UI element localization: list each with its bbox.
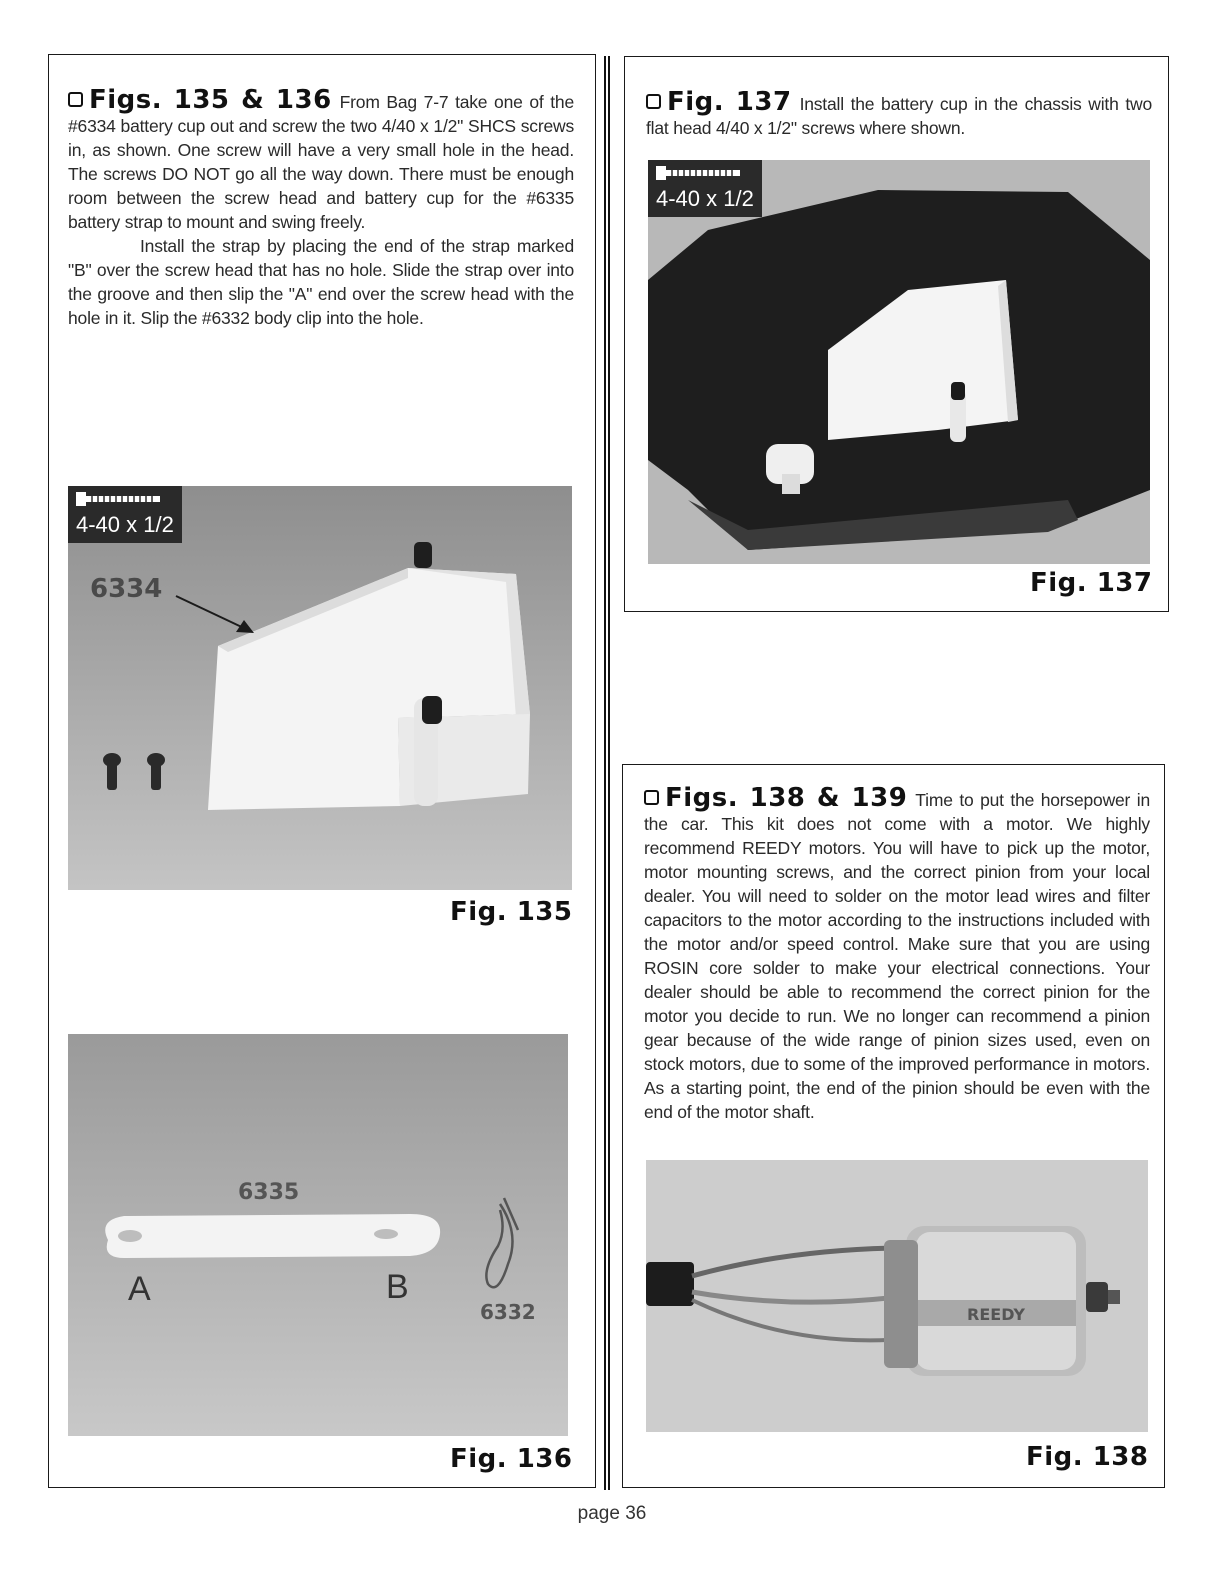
- instructions-138-139: [644, 783, 1150, 1124]
- step-checkbox-138[interactable]: [644, 790, 659, 805]
- screw-size-tag-137: [648, 160, 762, 217]
- fig-136-photo: [68, 1034, 568, 1436]
- para-135-2: Install the strap by placing the end of the strap marked "B" over the screw head that has no hole. Slide the strap over into the groove and then slip the "A" end over the screw head with the hole in it. Slip the #6332 body clip into the hole.: [68, 236, 574, 328]
- screw-size-tag-135: [68, 486, 182, 543]
- fig-135-caption: Fig. 135: [450, 897, 573, 927]
- step-heading-137: Fig. 137: [667, 87, 792, 117]
- battery-strap-image: [68, 1034, 568, 1436]
- motor-brand-text: REEDY: [967, 1305, 1025, 1324]
- screw-icon: [656, 166, 742, 180]
- strap-end-b-label: B: [386, 1268, 409, 1306]
- battery-cup-image: [68, 486, 572, 890]
- screw-size-label-135: 4-40 x 1/2: [76, 512, 174, 537]
- fig-135-photo: [68, 486, 572, 890]
- fig-136-caption: Fig. 136: [450, 1444, 573, 1474]
- chassis-image: [648, 160, 1150, 564]
- screw-size-label-137: 4-40 x 1/2: [656, 186, 754, 211]
- fig-138-photo: [646, 1160, 1148, 1432]
- screw-icon: [76, 492, 162, 506]
- fig-138-caption: Fig. 138: [1026, 1442, 1149, 1472]
- instructions-135-136: [68, 85, 575, 330]
- para-137: Install the battery cup in the chassis with two flat head 4/40 x 1/2" screws where shown.: [646, 94, 1152, 138]
- step-checkbox-137[interactable]: [646, 94, 661, 109]
- step-heading-138: Figs. 138 & 139: [665, 783, 908, 813]
- step-checkbox-135[interactable]: [68, 92, 83, 107]
- motor-image: [646, 1160, 1148, 1432]
- para-138: Time to put the horsepower in the car. This kit does not come with a motor. We highly recommend REEDY motors. You will have to pick up the motor, motor mounting screws, and the correct pinion from your local dealer. You will need to solder on the motor lead wires and filter capacitors to the motor according to the instructions included with the motor and/or speed control. Make sure that you are using ROSIN core solder to make your electrical connections. Your dealer should be able to recommend the correct pinion for the motor you decide to run. We no longer can recommend a pinion gear because of the wide range of pinion sizes used, even on stock motors, due to some of the improved performance in motors. As a starting point, the end of the pinion should be even with the end of the motor shaft.: [644, 790, 1150, 1122]
- page-number: page 36: [577, 1503, 647, 1524]
- part-label-6334: 6334: [90, 574, 163, 604]
- part-label-6335: 6335: [238, 1180, 300, 1205]
- fig-137-photo: [648, 160, 1150, 564]
- part-label-6332: 6332: [480, 1300, 536, 1324]
- step-heading-135: Figs. 135 & 136: [89, 85, 332, 115]
- para-135-1: From Bag 7-7 take one of the #6334 battery cup out and screw the two 4/40 x 1/2" SHCS screws in, as shown. One screw will have a very small hole in the head. The screws DO NOT go all the way down. There must be enough room between the screw head and battery cup for the #6335 battery strap to mount and swing freely.: [68, 92, 575, 232]
- strap-end-a-label: A: [128, 1270, 151, 1308]
- fig-137-caption: Fig. 137: [1030, 568, 1153, 598]
- column-divider: [604, 56, 610, 1490]
- instructions-137: [646, 87, 1152, 140]
